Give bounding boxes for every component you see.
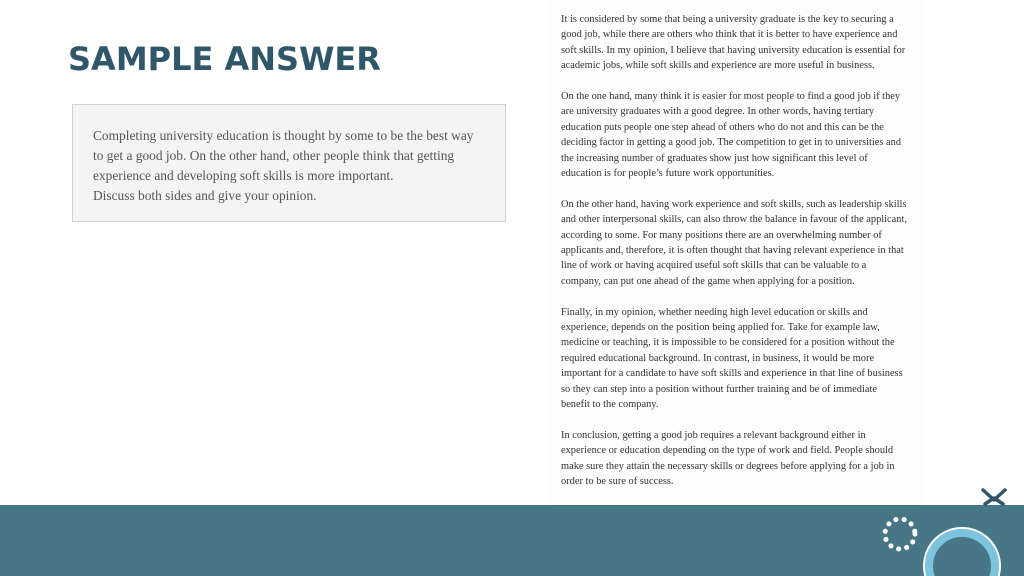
slide-title: SAMPLE ANSWER [68, 40, 381, 78]
essay-line: education puts people one step ahead of others who do not and this can be the [561, 121, 884, 133]
essay-line: good job, while there are others who think that it is better to have experience and [561, 29, 898, 41]
prompt-line: Completing university education is thought by some to be the best way [93, 128, 474, 143]
essay-line: order to be sure of success. [561, 476, 674, 488]
essay-line: the increasing number of graduates show just how significant this level of [561, 152, 868, 164]
essay-line: medicine or teaching, it is impossible to be considered for a position without the [561, 337, 895, 349]
essay-line: Finally, in my opinion, whether needing high level education or skills and [561, 306, 868, 318]
essay-line: experience, depends on the position being applied for. Take for example law, [561, 322, 880, 334]
essay-paragraph-conclusion [561, 428, 925, 490]
essay-line: education is for people’s future work opportunities. [561, 168, 775, 180]
essay-line: On the other hand, having work experience and soft skills, such as leadership skills [561, 198, 907, 210]
essay-paragraph-introduction [561, 12, 925, 74]
essay-line: On the one hand, many think it is easier for most people to find a good job if they [561, 91, 901, 103]
essay-paragraph-opinion [561, 305, 925, 413]
essay-line: benefit to the company. [561, 399, 659, 411]
prompt-line: to get a good job. On the other hand, other people think that getting [93, 148, 455, 163]
essay-line: company, can put one ahead of the game when applying for a position. [561, 275, 855, 287]
essay-line: according to some. For many positions there are an overwhelming number of [561, 229, 882, 241]
footer-bar [0, 505, 1024, 576]
sample-essay [561, 12, 925, 505]
essay-line: soft skills. In my opinion, I believe that having university education is essential for [561, 44, 906, 56]
prompt-line: experience and developing soft skills is more important. [93, 168, 394, 183]
essay-line: line of work or having acquired useful soft skills that can be valuable to a [561, 260, 867, 272]
prompt-line: Discuss both sides and give your opinion. [93, 188, 317, 203]
essay-paragraph-body-2 [561, 197, 925, 289]
essay-line: make sure they attain the necessary skills or degrees before applying for a job in [561, 460, 895, 472]
essay-line: experience or education depending on the type of work and field. People should [561, 445, 894, 457]
essay-line: It is considered by some that being a university graduate is the key to securing a [561, 14, 894, 25]
essay-paragraph-body-1 [561, 89, 925, 181]
essay-line: academic jobs, while soft skills and experience are more useful in business. [561, 60, 875, 72]
essay-line: required educational background. In contrast, in business, it would be more [561, 352, 875, 364]
essay-line: so they can step into a position without further training and be of immediate [561, 383, 877, 395]
essay-line: are university graduates with a good degree. In other words, having tertiary [561, 106, 875, 118]
chevron-decor-icon [983, 490, 1005, 504]
essay-prompt-box [72, 104, 506, 222]
essay-line: and other interpersonal skills, can also throw the balance in favour of the applicant, [561, 214, 907, 226]
essay-line: applicants and, therefore, it is often thought that having relevant experience in that [561, 245, 904, 257]
essay-line: deciding factor in getting a good job. The competition to get in to universities and [561, 137, 902, 149]
essay-line: In conclusion, getting a good job requires a relevant background either in [561, 429, 866, 441]
essay-line: important for a candidate to have soft skills and experience in that line of business [561, 368, 903, 380]
